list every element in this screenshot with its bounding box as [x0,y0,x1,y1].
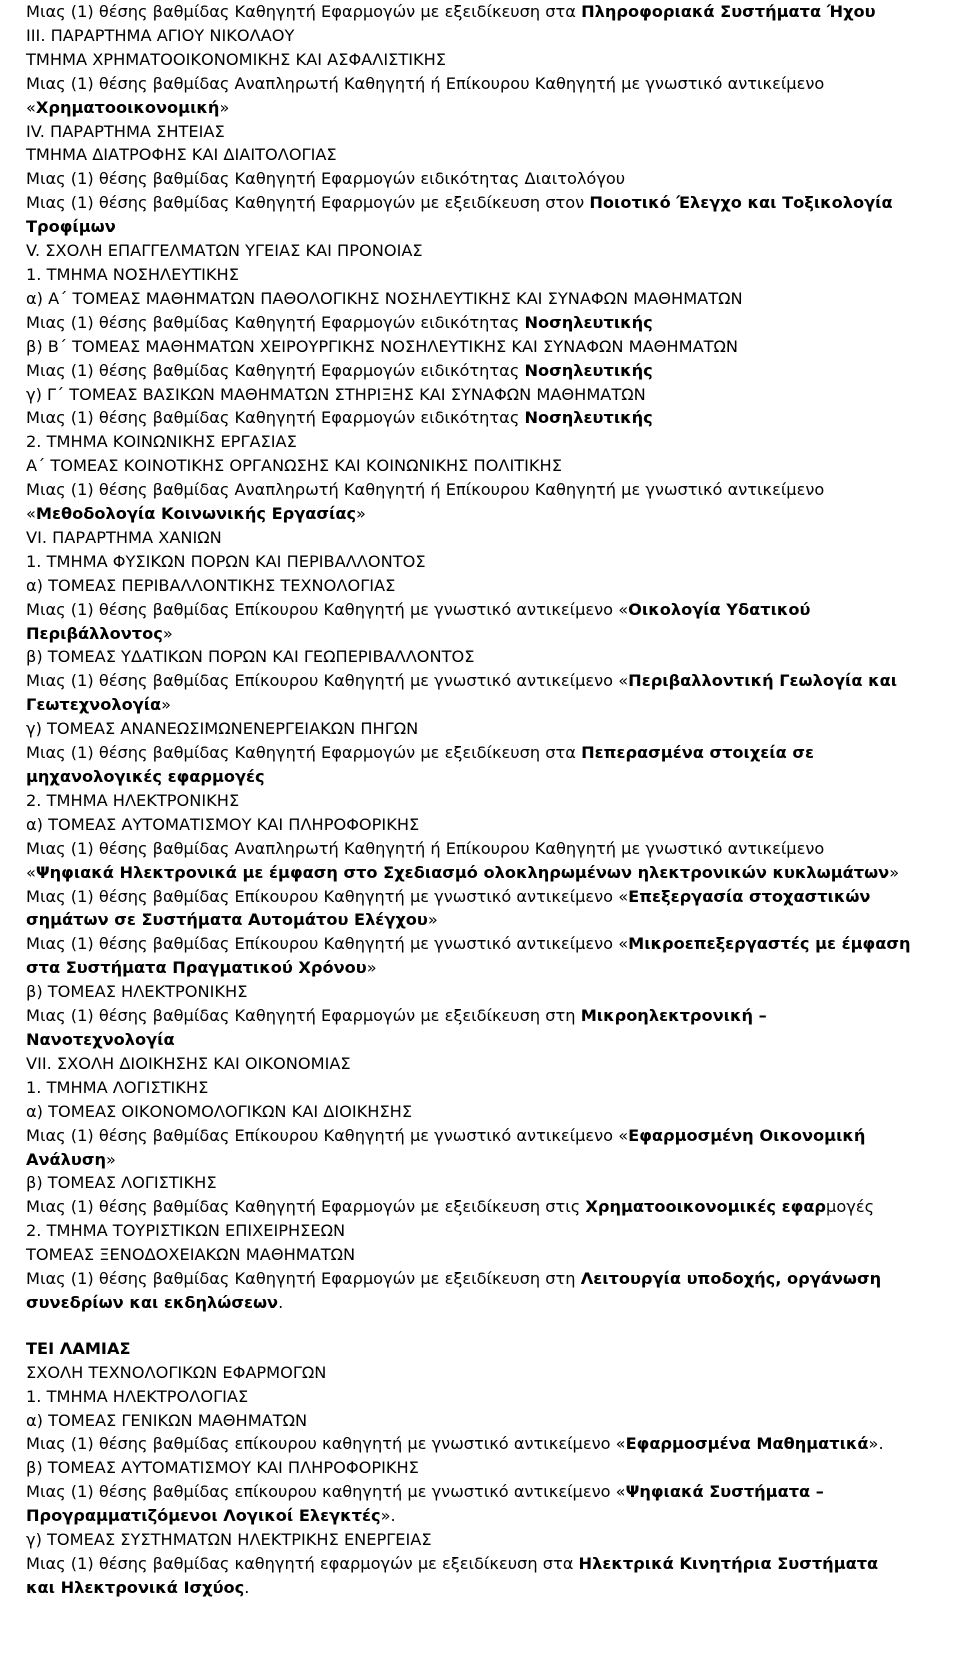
line-text: Α΄ ΤΟΜΕΑΣ ΚΟΙΝΟΤΙΚΗΣ ΟΡΓΑΝΩΣΗΣ ΚΑΙ ΚΟΙΝΩΝΙΚΗΣ ΠΟΛΙΤΙΚΗΣ [26,456,562,476]
line-text: Μιας (1) θέσης βαθμίδας Καθηγητή Εφαρμογών με εξειδίκευση στον [26,193,590,213]
line-tail: » [219,97,230,117]
line-text: γ) ΤΟΜΕΑΣ ΑΝΑΝΕΩΣΙΜΩΝΕΝΕΡΓΕΙΑΚΩΝ ΠΗΓΩΝ [26,719,419,739]
heading-line [26,48,912,72]
text-line [26,669,912,717]
section-list-upper [26,0,912,1315]
line-tail: » [105,1149,116,1169]
text-line [26,311,912,335]
line-text: γ) ΤΟΜΕΑΣ ΣΥΣΤΗΜΑΤΩΝ ΗΛΕΚΤΡΙΚΗΣ ΕΝΕΡΓΕΙΑΣ [26,1530,432,1550]
line-bold: Νοσηλευτικής [524,312,653,332]
heading-line [26,1528,912,1552]
institution-heading [26,1337,912,1361]
line-bold: Πεπερασμένα στοιχεία σε μηχανολογικές εφαρμογές [26,743,814,786]
paragraph-gap [26,1315,912,1337]
heading-line [26,550,912,574]
line-text: 2. ΤΜΗΜΑ ΗΛΕΚΤΡΟΝΙΚΗΣ [26,790,240,810]
line-bold: Μικροεπεξεργαστές με έμφαση στα Συστήματα Πραγματικού Χρόνου [26,934,911,978]
line-text: IV. ΠΑΡΑΡΤΗΜΑ ΣΗΤΕΙΑΣ [26,121,225,141]
line-bold: Μικροηλεκτρονική – Νανοτεχνολογία [26,1006,767,1049]
text-line [26,1124,912,1172]
line-text: β) ΤΟΜΕΑΣ ΛΟΓΙΣΤΙΚΗΣ [26,1173,217,1193]
line-text: α) ΤΟΜΕΑΣ ΑΥΤΟΜΑΤΙΣΜΟΥ ΚΑΙ ΠΛΗΡΟΦΟΡΙΚΗΣ [26,814,420,834]
heading-line [26,1385,912,1409]
line-bold: Ψηφιακά Συστήματα – Προγραμματιζόμενοι Λογικοί Ελεγκτές [26,1482,824,1526]
line-text: γ) Γ΄ ΤΟΜΕΑΣ ΒΑΣΙΚΩΝ ΜΑΘΗΜΑΤΩΝ ΣΤΗΡΙΞΗΣ ΚΑΙ ΣΥΝΑΦΩΝ ΜΑΘΗΜΑΤΩΝ [26,384,646,404]
heading-line [26,717,912,741]
line-bold: Νοσηλευτικής [524,360,653,380]
text-line [26,741,912,789]
line-bold: Οικολογία Υδατικού Περιβάλλοντος [26,599,811,643]
line-text: Μιας (1) θέσης βαθμίδας επίκουρου καθηγητή με γνωστικό αντικείμενο « [26,1482,626,1502]
line-text: Μιας (1) θέσης βαθμίδας Καθηγητή Εφαρμογών ειδικότητας Διαιτολόγου [26,169,626,189]
line-text: Μιας (1) θέσης βαθμίδας Καθηγητή Εφαρμογών ειδικότητας [26,360,525,380]
line-text: Μιας (1) θέσης βαθμίδας Επίκουρου Καθηγητή με γνωστικό αντικείμενο « [26,1125,629,1145]
heading-line [26,1100,912,1124]
line-tail: » [161,695,172,715]
line-text: Μιας (1) θέσης βαθμίδας Αναπληρωτή Καθηγητή ή Επίκουρου Καθηγητή με γνωστικό αντικείμενο « [26,838,825,882]
heading-line [26,526,912,550]
line-tail: ». [868,1434,884,1454]
heading-line [26,1409,912,1433]
line-text: Μιας (1) θέσης βαθμίδας επίκουρου καθηγητή με γνωστικό αντικείμενο « [26,1434,626,1454]
heading-line [26,1456,912,1480]
line-bold: Πληροφοριακά Συστήματα Ήχου [581,2,876,21]
line-text: Μιας (1) θέσης βαθμίδας Καθηγητή Εφαρμογών με εξειδίκευση στα [26,2,582,21]
line-text: ΣΧΟΛΗ ΤΕΧΝΟΛΟΓΙΚΩΝ ΕΦΑΡΜΟΓΩΝ [26,1362,327,1382]
heading-line [26,120,912,144]
line-text: ΤΜΗΜΑ ΧΡΗΜΑΤΟΟΙΚΟΝΟΜΙΚΗΣ ΚΑΙ ΑΣΦΑΛΙΣΤΙΚΗΣ [26,49,447,69]
text-line [26,1480,912,1528]
text-line [26,1267,912,1315]
line-text: Μιας (1) θέσης βαθμίδας Καθηγητή Εφαρμογών με εξειδίκευση στις [26,1197,586,1217]
line-text: Μιας (1) θέσης βαθμίδας Καθηγητή Εφαρμογών ειδικότητας [26,312,525,332]
line-tail: μογές [826,1197,875,1217]
line-text: β) Β΄ ΤΟΜΕΑΣ ΜΑΘΗΜΑΤΩΝ ΧΕΙΡΟΥΡΓΙΚΗΣ ΝΟΣΗΛΕΥΤΙΚΗΣ ΚΑΙ ΣΥΝΑΦΩΝ ΜΑΘΗΜΑΤΩΝ [26,336,739,356]
heading-line [26,1219,912,1243]
line-bold: Περιβαλλοντική Γεωλογία και Γεωτεχνολογία [26,671,898,715]
heading-line [26,789,912,813]
line-text: Μιας (1) θέσης βαθμίδας Επίκουρου Καθηγητή με γνωστικό αντικείμενο « [26,599,629,619]
section-list-lamia [26,1337,912,1600]
line-tail: ». [380,1506,396,1526]
line-text: α) ΤΟΜΕΑΣ ΠΕΡΙΒΑΛΛΟΝΤΙΚΗΣ ΤΕΧΝΟΛΟΓΙΑΣ [26,575,396,595]
heading-line [26,263,912,287]
line-tail: » [889,862,900,882]
text-line [26,1432,912,1456]
line-text: Μιας (1) θέσης βαθμίδας Επίκουρου Καθηγητή με γνωστικό αντικείμενο « [26,671,629,691]
line-text: Μιας (1) θέσης βαθμίδας Καθηγητή Εφαρμογών με εξειδίκευση στη [26,1006,581,1026]
line-bold: Χρηματοοικονομική [35,97,220,117]
line-text: Μιας (1) θέσης βαθμίδας Καθηγητή Εφαρμογών με εξειδίκευση στα [26,743,582,763]
heading-line [26,143,912,167]
line-text: β) ΤΟΜΕΑΣ ΗΛΕΚΤΡΟΝΙΚΗΣ [26,982,248,1002]
line-text: α) ΤΟΜΕΑΣ ΟΙΚΟΝΟΜΟΛΟΓΙΚΩΝ ΚΑΙ ΔΙΟΙΚΗΣΗΣ [26,1101,413,1121]
text-line [26,359,912,383]
line-bold: Εφαρμοσμένα Μαθηματικά [625,1434,869,1454]
line-text: 1. ΤΜΗΜΑ ΗΛΕΚΤΡΟΛΟΓΙΑΣ [26,1386,249,1406]
text-line [26,0,912,24]
text-line [26,478,912,526]
line-text: 1. ΤΜΗΜΑ ΝΟΣΗΛΕΥΤΙΚΗΣ [26,264,239,284]
text-line [26,1004,912,1052]
text-line [26,191,912,239]
line-text: β) ΤΟΜΕΑΣ ΥΔΑΤΙΚΩΝ ΠΟΡΩΝ ΚΑΙ ΓΕΩΠΕΡΙΒΑΛΛΟΝΤΟΣ [26,647,475,667]
text-line [26,72,912,120]
line-text: ΤΟΜΕΑΣ ΞΕΝΟΔΟΧΕΙΑΚΩΝ ΜΑΘΗΜΑΤΩΝ [26,1245,356,1265]
line-text: β) ΤΟΜΕΑΣ ΑΥΤΟΜΑΤΙΣΜΟΥ ΚΑΙ ΠΛΗΡΟΦΟΡΙΚΗΣ [26,1458,419,1478]
line-tail: . [244,1577,250,1597]
line-text: VII. ΣΧΟΛΗ ΔΙΟΙΚΗΣΗΣ ΚΑΙ ΟΙΚΟΝΟΜΙΑΣ [26,1053,351,1073]
line-tail: » [356,504,366,524]
line-text: Μιας (1) θέσης βαθμίδας Επίκουρου Καθηγητή με γνωστικό αντικείμενο « [26,886,629,906]
heading-line [26,1052,912,1076]
heading-line [26,335,912,359]
line-text: Μιας (1) θέσης βαθμίδας Καθηγητή Εφαρμογών με εξειδίκευση στη [26,1269,581,1289]
line-text: Μιας (1) θέσης βαθμίδας καθηγητή εφαρμογών με εξειδίκευση στα [26,1554,579,1573]
line-bold: Ποιοτικό Έλεγχο και Τοξικολογία Τροφίμων [26,193,893,237]
line-bold: Μεθοδολογία Κοινωνικής Εργασίας [35,504,357,524]
line-bold: Λειτουργία υποδοχής, οργάνωση συνεδρίων και εκδηλώσεων [26,1269,882,1312]
heading-line [26,813,912,837]
heading-line [26,1171,912,1195]
line-bold: Νοσηλευτικής [524,408,653,428]
heading-line [26,383,912,407]
text-line [26,598,912,646]
heading-line [26,645,912,669]
line-text: V. ΣΧΟΛΗ ΕΠΑΓΓΕΛΜΑΤΩΝ ΥΓΕΙΑΣ ΚΑΙ ΠΡΟΝΟΙΑΣ [26,241,423,261]
line-bold: Επεξεργασία στοχαστικών σημάτων σε Συστήματα Αυτομάτου Ελέγχου [26,886,871,930]
line-bold: Χρηματοοικονομικές εφαρ [585,1197,827,1217]
heading-line [26,239,912,263]
line-tail: » [366,958,377,978]
line-tail: » [162,623,173,643]
line-text: ΤΜΗΜΑ ΔΙΑΤΡΟΦΗΣ ΚΑΙ ΔΙΑΙΤΟΛΟΓΙΑΣ [26,145,337,165]
heading-line [26,430,912,454]
line-text: 1. ΤΜΗΜΑ ΦΥΣΙΚΩΝ ΠΟΡΩΝ ΚΑΙ ΠΕΡΙΒΑΛΛΟΝΤΟΣ [26,551,426,571]
line-text: α) ΤΟΜΕΑΣ ΓΕΝΙΚΩΝ ΜΑΘΗΜΑΤΩΝ [26,1410,308,1430]
line-text: 2. ΤΜΗΜΑ ΚΟΙΝΩΝΙΚΗΣ ΕΡΓΑΣΙΑΣ [26,432,297,452]
heading-line [26,1243,912,1267]
text-line [26,1195,912,1219]
line-bold: ΤΕΙ ΛΑΜΙΑΣ [26,1338,131,1358]
text-line [26,406,912,430]
line-text: 2. ΤΜΗΜΑ ΤΟΥΡΙΣΤΙΚΩΝ ΕΠΙΧΕΙΡΗΣΕΩΝ [26,1221,346,1241]
line-bold: Ηλεκτρικά Κινητήρια Συστήματα και Ηλεκτρονικά Ισχύος [26,1554,879,1597]
line-text: VI. ΠΑΡΑΡΤΗΜΑ ΧΑΝΙΩΝ [26,527,222,547]
line-tail: . [278,1292,284,1312]
text-line [26,167,912,191]
heading-line [26,1361,912,1385]
heading-line [26,287,912,311]
line-tail: » [427,910,438,930]
line-text: 1. ΤΜΗΜΑ ΛΟΓΙΣΤΙΚΗΣ [26,1077,209,1097]
heading-line [26,574,912,598]
text-line [26,885,912,933]
line-text: α) Α΄ ΤΟΜΕΑΣ ΜΑΘΗΜΑΤΩΝ ΠΑΘΟΛΟΓΙΚΗΣ ΝΟΣΗΛΕΥΤΙΚΗΣ ΚΑΙ ΣΥΝΑΦΩΝ ΜΑΘΗΜΑΤΩΝ [26,288,743,308]
heading-line [26,454,912,478]
heading-line [26,1076,912,1100]
line-bold: Εφαρμοσμένη Οικονομική Ανάλυση [26,1125,866,1169]
text-line [26,932,912,980]
line-text: Μιας (1) θέσης βαθμίδας Αναπληρωτή Καθηγητή ή Επίκουρου Καθηγητή με γνωστικό αντικείμενο « [26,480,825,524]
heading-line [26,24,912,48]
heading-line [26,980,912,1004]
line-text: Μιας (1) θέσης βαθμίδας Αναπληρωτή Καθηγητή ή Επίκουρου Καθηγητή με γνωστικό αντικείμενο « [26,73,825,117]
text-line [26,837,912,885]
text-line [26,1552,912,1600]
line-text: Μιας (1) θέσης βαθμίδας Επίκουρου Καθηγητή με γνωστικό αντικείμενο « [26,934,629,954]
line-text: ΙΙΙ. ΠΑΡΑΡΤΗΜΑ ΑΓΙΟΥ ΝΙΚΟΛΑΟΥ [26,25,295,45]
line-bold: Ψηφιακά Ηλεκτρονικά με έμφαση στο Σχεδιασμό ολοκληρωμένων ηλεκτρονικών κυκλωμάτων [35,862,890,882]
line-text: Μιας (1) θέσης βαθμίδας Καθηγητή Εφαρμογών ειδικότητας [26,408,525,428]
